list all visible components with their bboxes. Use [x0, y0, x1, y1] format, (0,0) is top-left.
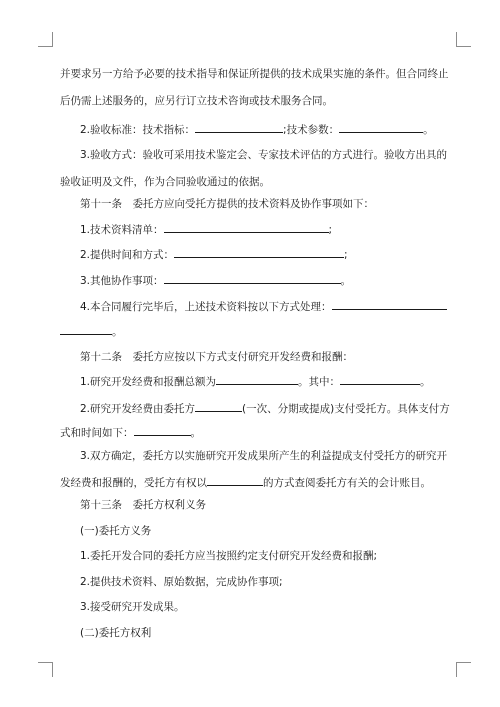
article-11-heading: 第十一条 委托方应向受托方提供的技术资料及协作事项如下：	[80, 198, 374, 210]
text-line: 3.双方确定，委托方以实施研究开发成果所产生的利益提成支付受托方的研究开	[80, 450, 448, 462]
text-line: 3.接受研究开发成果。	[80, 601, 185, 613]
text-line: 3.验收方式：验收可采用技术鉴定会、专家技术评估的方式进行。验收方出具的	[80, 149, 448, 161]
blank-field[interactable]	[195, 400, 242, 412]
text-line: 1.研究开发经费和报酬总额为 。其中： 。	[0, 373, 500, 389]
text-line: 2.提供时间和方式： ;	[0, 246, 500, 262]
text-line: 1.技术资料清单： ;	[0, 221, 500, 237]
blank-field[interactable]	[164, 272, 341, 284]
text-line: 3.其他协作事项： 。	[0, 272, 500, 288]
blank-field[interactable]	[134, 424, 191, 436]
text-line: 2.提供技术资料、原始数据，完成协作事项;	[80, 576, 283, 588]
text-line: 发经费和报酬的，受托方有权以 的方式查阅委托方有关的会计账目。	[0, 474, 500, 490]
article-13-heading: 第十三条 委托方权利义务	[80, 499, 206, 511]
blank-field[interactable]	[216, 373, 298, 385]
text-line: 1.委托开发合同的委托方应当按照约定支付研究开发经费和报酬;	[80, 550, 378, 562]
text-line: 并要求另一方给予必要的技术指导和保证所提供的技术成果实施的条件。但合同终止	[60, 68, 449, 80]
blank-field[interactable]	[332, 298, 447, 310]
text-line: 2.研究开发经费由委托方 (一次、分期或提成)支付受托方。具体支付方	[0, 400, 500, 416]
crop-mark-bottom-left	[38, 662, 53, 677]
crop-mark-bottom-right	[456, 662, 471, 677]
section-heading: (二)委托方权利	[80, 627, 152, 639]
article-12-heading: 第十二条 委托方应按以下方式支付研究开发经费和报酬：	[80, 351, 353, 363]
blank-field[interactable]	[339, 121, 423, 133]
text-line: 验收证明及文件，作为合同验收通过的依据。	[60, 176, 270, 188]
crop-mark-top-right	[456, 32, 471, 47]
blank-field[interactable]	[164, 221, 329, 233]
text-line: 2.验收标准：技术指标： ;技术参数： 。	[0, 121, 500, 137]
blank-field[interactable]	[340, 373, 420, 385]
blank-field[interactable]	[195, 121, 283, 133]
blank-field[interactable]	[174, 246, 344, 258]
blank-field[interactable]	[207, 474, 263, 486]
blank-field[interactable]	[60, 323, 112, 335]
text-line: 。	[0, 323, 500, 339]
text-line: 式和时间如下： 。	[0, 424, 500, 440]
crop-mark-top-left	[38, 32, 53, 47]
text-line: 后仍需上述服务的，应另行订立技术咨询或技术服务合同。	[60, 95, 333, 107]
text-line: 4.本合同履行完毕后，上述技术资料按以下方式处理：	[0, 298, 500, 314]
section-heading: (一)委托方义务	[80, 525, 152, 537]
